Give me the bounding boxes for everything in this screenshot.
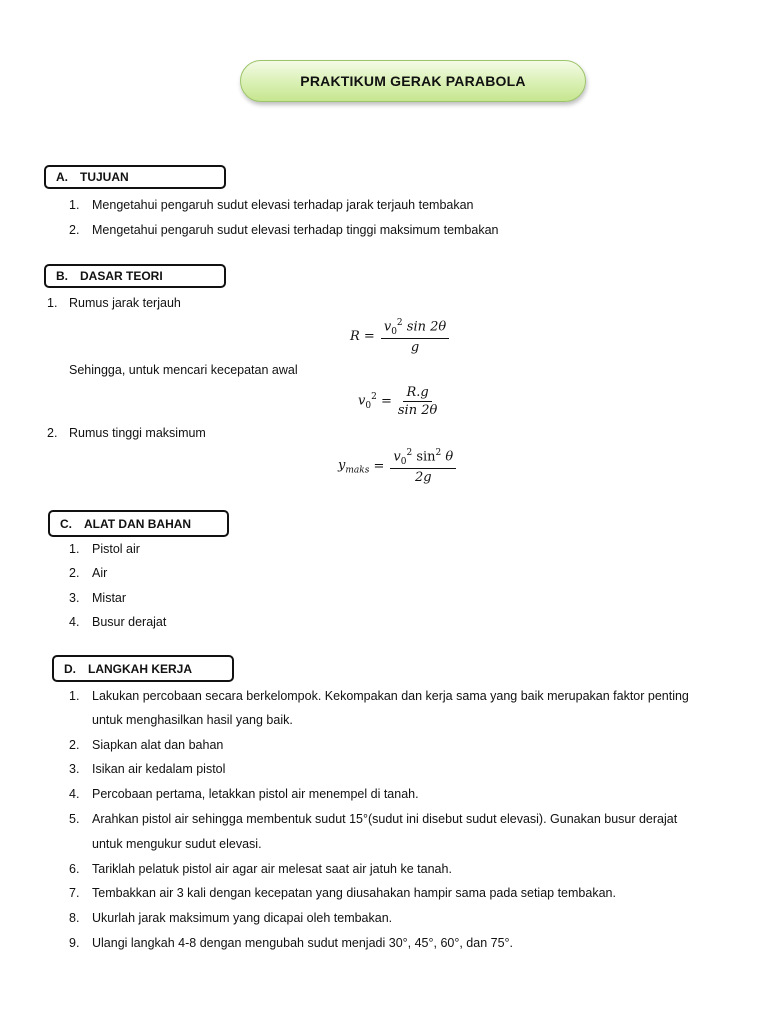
- formula-initial-velocity: [358, 385, 437, 418]
- section-letter: C.: [60, 516, 72, 531]
- list-number: 2.: [69, 223, 80, 237]
- list-item: Siapkan alat dan bahan: [92, 738, 224, 752]
- fraction: [398, 385, 437, 418]
- var-v: v: [383, 319, 392, 335]
- list-number: 3.: [69, 762, 80, 776]
- list-number: 1.: [69, 542, 80, 556]
- section-letter: D.: [64, 661, 76, 676]
- sine-term: sin 2θ: [406, 319, 447, 335]
- list-number: 8.: [69, 911, 80, 925]
- subscript: 0: [365, 400, 372, 411]
- formula-range: [350, 318, 449, 355]
- fraction-numerator: R.g: [403, 385, 431, 402]
- list-item: Tariklah pelatuk pistol air agar air melesat saat air jatuh ke tanah.: [92, 862, 452, 876]
- list-item: Tembakkan air 3 kali dengan kecepatan yang diusahakan hampir sama pada setiap tembakan.: [92, 886, 616, 900]
- list-item: Lakukan percobaan secara berkelompok. Kekompakan dan kerja sama yang baik merupakan faktor penting: [92, 689, 689, 703]
- section-label: TUJUAN: [80, 170, 129, 184]
- list-number: 2.: [47, 426, 58, 440]
- section-label: LANGKAH KERJA: [88, 661, 193, 676]
- list-number: 5.: [69, 812, 80, 826]
- list-item: Rumus jarak terjauh: [69, 296, 181, 310]
- section-letter: A.: [56, 170, 68, 184]
- formula-lhs: [338, 458, 369, 476]
- list-number: 2.: [69, 566, 80, 580]
- list-item: Ulangi langkah 4-8 dengan mengubah sudut menjadi 30°, 45°, 60°, dan 75°.: [92, 936, 513, 950]
- equals-sign: =: [359, 328, 375, 344]
- section-header-langkah: [52, 655, 234, 682]
- section-label: ALAT DAN BAHAN: [84, 516, 192, 531]
- superscript: 2: [396, 318, 403, 328]
- list-item: Arahkan pistol air sehingga membentuk sudut 15°(sudut ini disebut sudut elevasi). Gunakan busur derajat: [92, 812, 678, 826]
- fraction-denominator: g: [410, 339, 420, 355]
- superscript: 2: [435, 448, 442, 458]
- list-number: 9.: [69, 936, 80, 950]
- section-header-alat: [48, 510, 229, 537]
- superscript: 2: [406, 448, 413, 458]
- subscript: maks: [345, 465, 370, 476]
- section-label: DASAR TEORI: [80, 269, 163, 283]
- list-item: Mengetahui pengaruh sudut elevasi terhadap jarak terjauh tembakan: [92, 198, 474, 212]
- var-v: v: [393, 449, 401, 465]
- fraction-denominator: 2g: [415, 469, 432, 485]
- list-item: Busur derajat: [92, 615, 167, 629]
- list-number: 1.: [47, 296, 58, 310]
- list-number: 4.: [69, 615, 80, 629]
- paragraph-text: Sehingga, untuk mencari kecepatan awal: [69, 363, 298, 377]
- section-header-dasar-teori: [44, 264, 226, 288]
- list-item-continuation: untuk mengukur sudut elevasi.: [92, 837, 262, 851]
- list-number: 1.: [69, 198, 80, 212]
- fraction-numerator: [381, 318, 449, 339]
- list-item: Pistol air: [92, 542, 140, 556]
- formula-max-height: [338, 448, 456, 485]
- list-item-continuation: untuk menghasilkan hasil yang baik.: [92, 713, 293, 727]
- list-item: Isikan air kedalam pistol: [92, 762, 226, 776]
- fraction-denominator: sin 2θ: [397, 403, 438, 418]
- list-item: Percobaan pertama, letakkan pistol air menempel di tanah.: [92, 787, 419, 801]
- list-number: 6.: [69, 862, 80, 876]
- page-title-text: PRAKTIKUM GERAK PARABOLA: [300, 73, 526, 89]
- fraction: [390, 448, 456, 485]
- fraction-numerator: [390, 448, 456, 469]
- list-item: Ukurlah jarak maksimum yang dicapai oleh tembakan.: [92, 911, 393, 925]
- list-item: Mistar: [92, 591, 127, 605]
- list-item: Mengetahui pengaruh sudut elevasi terhadap tinggi maksimum tembakan: [92, 223, 499, 237]
- sine-function: sin: [416, 449, 436, 465]
- list-number: 7.: [69, 886, 80, 900]
- formula-lhs: R: [350, 328, 360, 344]
- formula-lhs: [358, 392, 377, 411]
- list-item: Rumus tinggi maksimum: [69, 426, 206, 440]
- list-number: 2.: [69, 738, 80, 752]
- page-title: [240, 60, 586, 102]
- equals-sign: =: [376, 394, 392, 409]
- list-item: Air: [92, 566, 108, 580]
- var-y: y: [338, 457, 346, 473]
- subscript: 0: [391, 326, 397, 337]
- var-theta: θ: [445, 449, 454, 465]
- equals-sign: =: [369, 458, 385, 474]
- fraction: [381, 318, 449, 355]
- superscript: 2: [371, 392, 377, 403]
- list-number: 4.: [69, 787, 80, 801]
- section-letter: B.: [56, 269, 68, 283]
- var-v: v: [358, 393, 366, 409]
- section-header-tujuan: [44, 165, 226, 189]
- list-number: 1.: [69, 689, 80, 703]
- list-number: 3.: [69, 591, 80, 605]
- subscript: 0: [400, 456, 407, 467]
